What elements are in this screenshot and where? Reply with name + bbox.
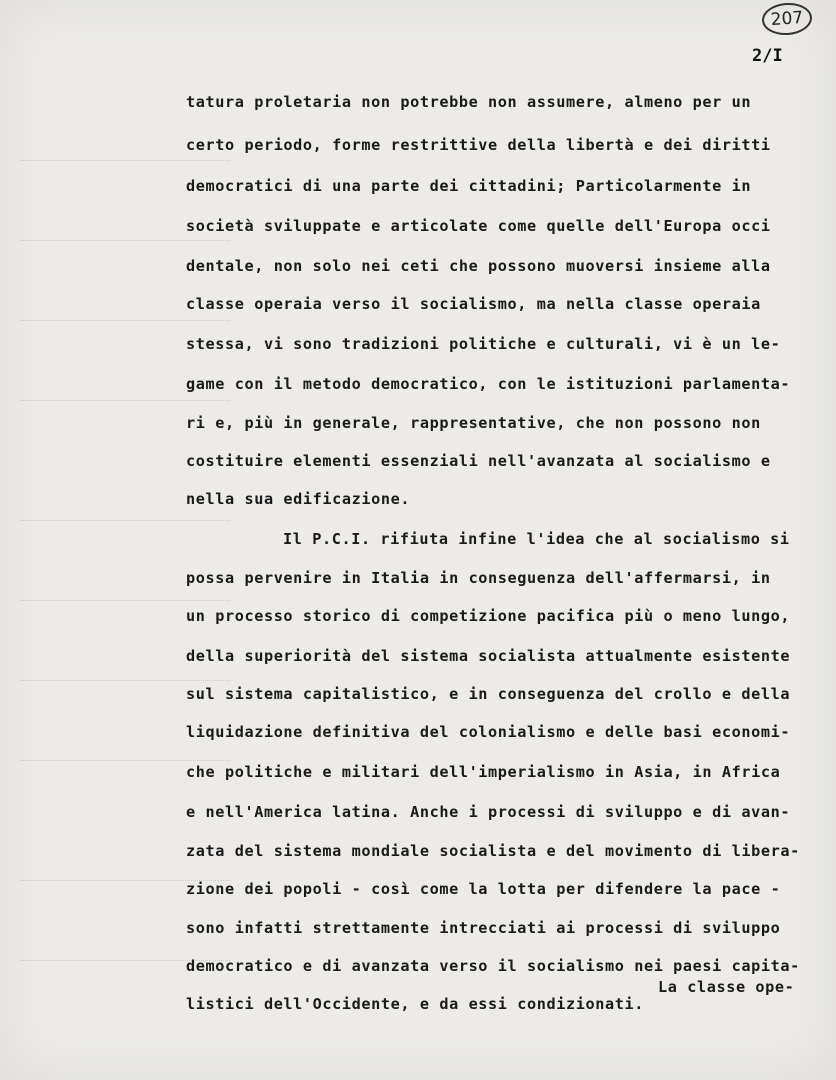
text-line: che politiche e militari dell'imperialismo in Asia, in Africa	[186, 763, 781, 781]
text-line: classe operaia verso il socialismo, ma nella classe operaia	[186, 295, 761, 313]
text-line: società sviluppate e articolate come quelle dell'Europa occi	[186, 217, 771, 235]
bleed-through-mark	[20, 160, 230, 161]
text-line: listici dell'Occidente, e da essi condizionati.	[186, 995, 644, 1013]
text-line: zata del sistema mondiale socialista e del movimento di libera-	[186, 842, 800, 860]
bleed-through-mark	[20, 680, 230, 681]
bleed-through-mark	[20, 400, 230, 401]
bleed-through-mark	[20, 320, 230, 321]
text-line-continuation: La classe ope-	[658, 978, 795, 996]
archive-stamp: 207	[761, 1, 813, 36]
bleed-through-mark	[20, 240, 230, 241]
text-line: un processo storico di competizione pacifica più o meno lungo,	[186, 607, 791, 625]
text-line: dentale, non solo nei ceti che possono muoversi insieme alla	[186, 257, 771, 275]
text-line: certo periodo, forme restrittive della libertà e dei diritti	[186, 136, 771, 154]
text-line: democratici di una parte dei cittadini; Particolarmente in	[186, 177, 752, 195]
text-line: tatura proletaria non potrebbe non assumere, almeno per un	[186, 93, 752, 111]
bleed-through-mark	[20, 760, 230, 761]
text-line: possa pervenire in Italia in conseguenza dell'affermarsi, in	[186, 569, 771, 587]
text-line: game con il metodo democratico, con le istituzioni parlamenta-	[186, 375, 791, 393]
text-line: stessa, vi sono tradizioni politiche e culturali, vi è un le-	[186, 335, 781, 353]
text-line: democratico e di avanzata verso il socialismo nei paesi capita-	[186, 957, 800, 975]
text-line: nella sua edificazione.	[186, 490, 411, 508]
text-line: della superiorità del sistema socialista attualmente esistente	[186, 647, 791, 665]
page-number: 2/I	[752, 46, 783, 66]
text-line: e nell'America latina. Anche i processi di sviluppo e di avan-	[186, 803, 791, 821]
text-line: sono infatti strettamente intrecciati ai processi di sviluppo	[186, 919, 781, 937]
text-line: liquidazione definitiva del colonialismo e delle basi economi-	[186, 723, 791, 741]
paragraph-first-line: Il P.C.I. rifiuta infine l'idea che al socialismo si	[283, 530, 790, 548]
text-line: ri e, più in generale, rappresentative, che non possono non	[186, 414, 761, 432]
bleed-through-mark	[20, 600, 230, 601]
text-line: zione dei popoli - così come la lotta per difendere la pace -	[186, 880, 781, 898]
text-line: sul sistema capitalistico, e in conseguenza del crollo e della	[186, 685, 791, 703]
bleed-through-mark	[20, 520, 230, 521]
text-line: costituire elementi essenziali nell'avanzata al socialismo e	[186, 452, 771, 470]
